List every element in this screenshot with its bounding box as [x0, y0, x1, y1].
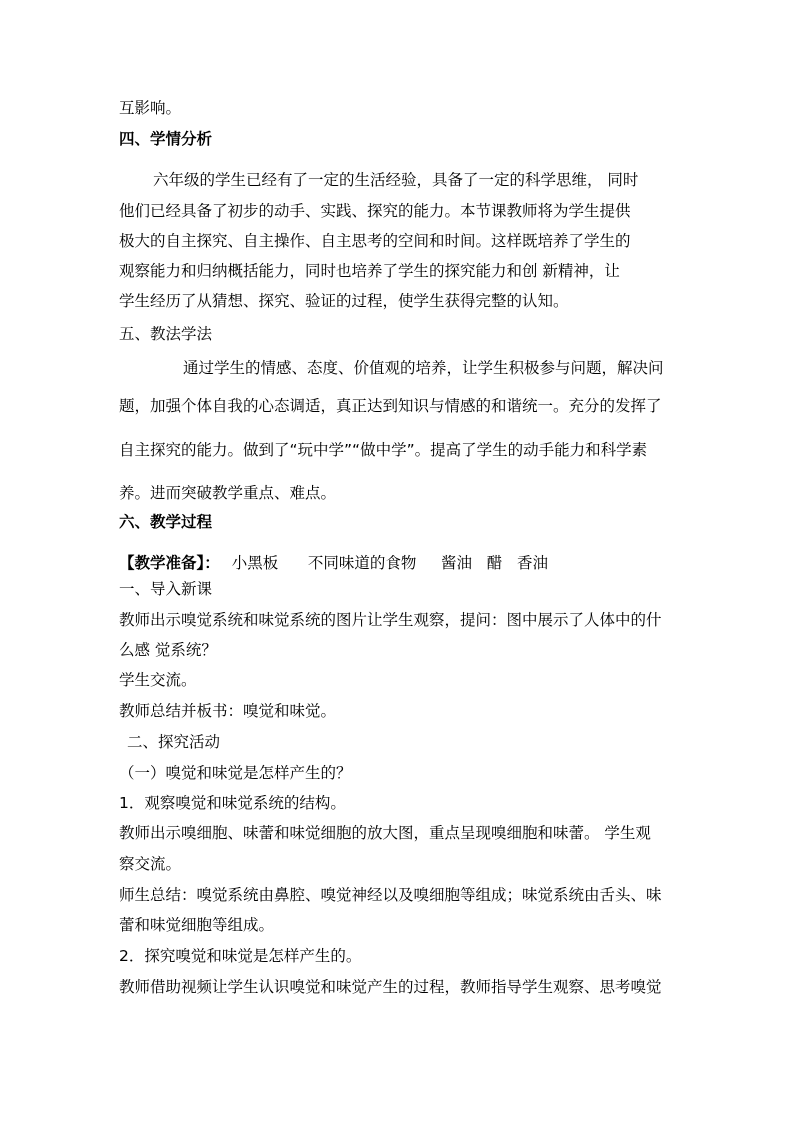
subsection-heading: （一）嗅觉和味觉是怎样产生的？ — [119, 764, 352, 782]
paragraph-line: 学生经历了从猜想、探究、验证的过程，使学生获得完整的认知。 — [119, 292, 569, 310]
paragraph-line: 蕾和味觉细胞等组成。 — [119, 916, 275, 934]
paragraph-line: 教师总结并板书：嗅觉和味觉。 — [119, 702, 337, 720]
section-heading-4: 四、学情分析 — [119, 130, 213, 148]
paragraph-line: 1．观察嗅觉和味觉系统的结构。 — [119, 794, 346, 812]
subsection-heading: 二、探究活动 — [127, 733, 221, 751]
paragraph-line: 教师出示嗅细胞、味蕾和味觉细胞的放大图，重点呈现嗅细胞和味蕾。 学生观 — [119, 824, 651, 842]
paragraph-line: 察交流。 — [119, 855, 182, 873]
paragraph-line: 教师出示嗅觉系统和味觉系统的图片让学生观察，提问：图中展示了人体中的什 — [119, 611, 662, 629]
teaching-prep-label: 【教学准备】： — [119, 554, 220, 572]
paragraph-line: 学生交流。 — [119, 671, 197, 689]
paragraph-line: 养。进而突破教学重点、难点。 — [119, 484, 337, 502]
paragraph-line: 自主探究的能力。做到了“玩中学”“做中学”。提高了学生的动手能力和科学素 — [119, 441, 648, 459]
section-heading-6: 六、教学过程 — [119, 513, 213, 531]
paragraph-line: 师生总结：嗅觉系统由鼻腔、嗅觉神经以及嗅细胞等组成；味觉系统由舌头、味 — [119, 886, 662, 904]
paragraph-line: 极大的自主探究、自主操作、自主思考的空间和时间。这样既培养了学生的 — [119, 232, 631, 250]
paragraph-line: 观察能力和归纳概括能力，同时也培养了学生的探究能力和创 新精神，让 — [119, 262, 620, 280]
subsection-heading: 一、导入新课 — [119, 580, 213, 598]
paragraph-line: 教师借助视频让学生认识嗅觉和味觉产生的过程，教师指导学生观察、思考嗅觉 — [119, 978, 662, 996]
paragraph-line: 他们已经具备了初步的动手、实践、探究的能力。本节课教师将为学生提供 — [119, 202, 631, 220]
paragraph-line: 通过学生的情感、态度、价值观的培养，让学生积极参与问题，解决问 — [183, 359, 664, 377]
paragraph-line: 题，加强个体自我的心态调适，真正达到知识与情感的和谐统一。充分的发挥了 — [119, 397, 662, 415]
teaching-prep-items: 小黑板 不同味道的食物 酱油 醋 香油 — [231, 554, 549, 572]
paragraph-line: 么感 觉系统？ — [119, 641, 217, 659]
paragraph-line: 六年级的学生已经有了一定的生活经验，具备了一定的科学思维， 同时 — [153, 171, 639, 189]
text-line: 互影响。 — [119, 99, 182, 117]
teaching-prep-line — [119, 551, 548, 573]
paragraph-line: 2．探究嗅觉和味觉是怎样产生的。 — [119, 947, 362, 965]
section-heading-5: 五、教法学法 — [119, 325, 213, 343]
